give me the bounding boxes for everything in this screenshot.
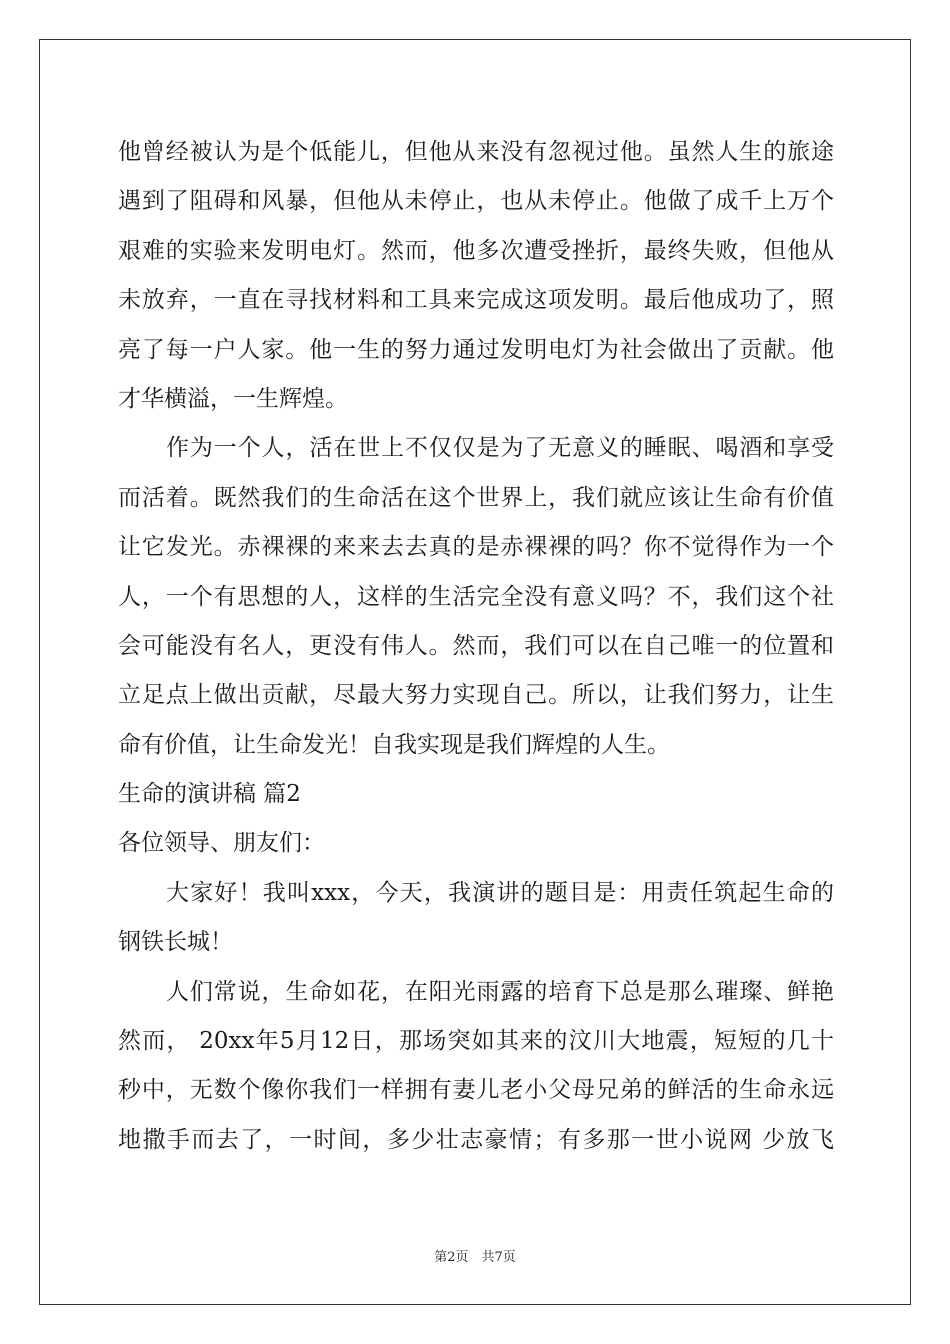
text-line: 大家好！我叫xxx，今天，我演讲的题目是：用责任筑起生命的 (166, 879, 834, 906)
page-number: 第2页 共7页 (434, 1250, 516, 1265)
text-line: 生命的演讲稿 篇2 (118, 781, 301, 808)
text-line: 钢铁长城！ (118, 929, 233, 956)
text-line: 而活着。既然我们的生命活在这个世界上，我们就应该让生命有价值 (118, 484, 834, 511)
text-line: 亮了每一户人家。他一生的努力通过发明电灯为社会做出了贡献。他 (118, 336, 834, 363)
text-line: 未放弃，一直在寻找材料和工具来完成这项发明。最后他成功了，照 (118, 287, 834, 314)
text-line: 地撒手而去了，一时间，多少壮志豪情；有多那一世小说网 少放飞 (118, 1126, 834, 1153)
text-line: 各位领导、朋友们： (118, 830, 325, 857)
page-footer (0, 1246, 950, 1265)
text-line: 让它发光。赤裸裸的来来去去真的是赤裸裸的吗？你不觉得作为一个 (118, 534, 834, 561)
text-line: 然而， 20xx年5月12日，那场突如其来的汶川大地震，短短的几十 (118, 1028, 834, 1055)
text-line: 艰难的实验来发明电灯。然而，他多次遭受挫折，最终失败，但他从 (118, 237, 834, 264)
text-line: 作为一个人，活在世上不仅仅是为了无意义的睡眠、喝酒和享受 (166, 435, 834, 462)
text-line: 才华横溢，一生辉煌。 (118, 385, 348, 412)
text-line: 人们常说，生命如花，在阳光雨露的培育下总是那么璀璨、鲜艳 (166, 978, 834, 1005)
text-line: 立足点上做出贡献，尽最大努力实现自己。所以，让我们努力，让生 (118, 682, 834, 709)
document-body (118, 128, 834, 1165)
text-line: 会可能没有名人，更没有伟人。然而，我们可以在自己唯一的位置和 (118, 632, 834, 659)
text-line: 他曾经被认为是个低能儿，但他从来没有忽视过他。虽然人生的旅途 (118, 139, 834, 165)
text-line: 人，一个有思想的人，这样的生活完全没有意义吗？不，我们这个社 (118, 583, 834, 610)
text-line: 命有价值，让生命发光！自我实现是我们辉煌的人生。 (118, 731, 670, 758)
text-line: 遇到了阻碍和风暴，但他从未停止，也从未停止。他做了成千上万个 (118, 188, 834, 215)
text-line: 秒中，无数个像你我们一样拥有妻儿老小父母兄弟的鲜活的生命永远 (118, 1077, 834, 1104)
